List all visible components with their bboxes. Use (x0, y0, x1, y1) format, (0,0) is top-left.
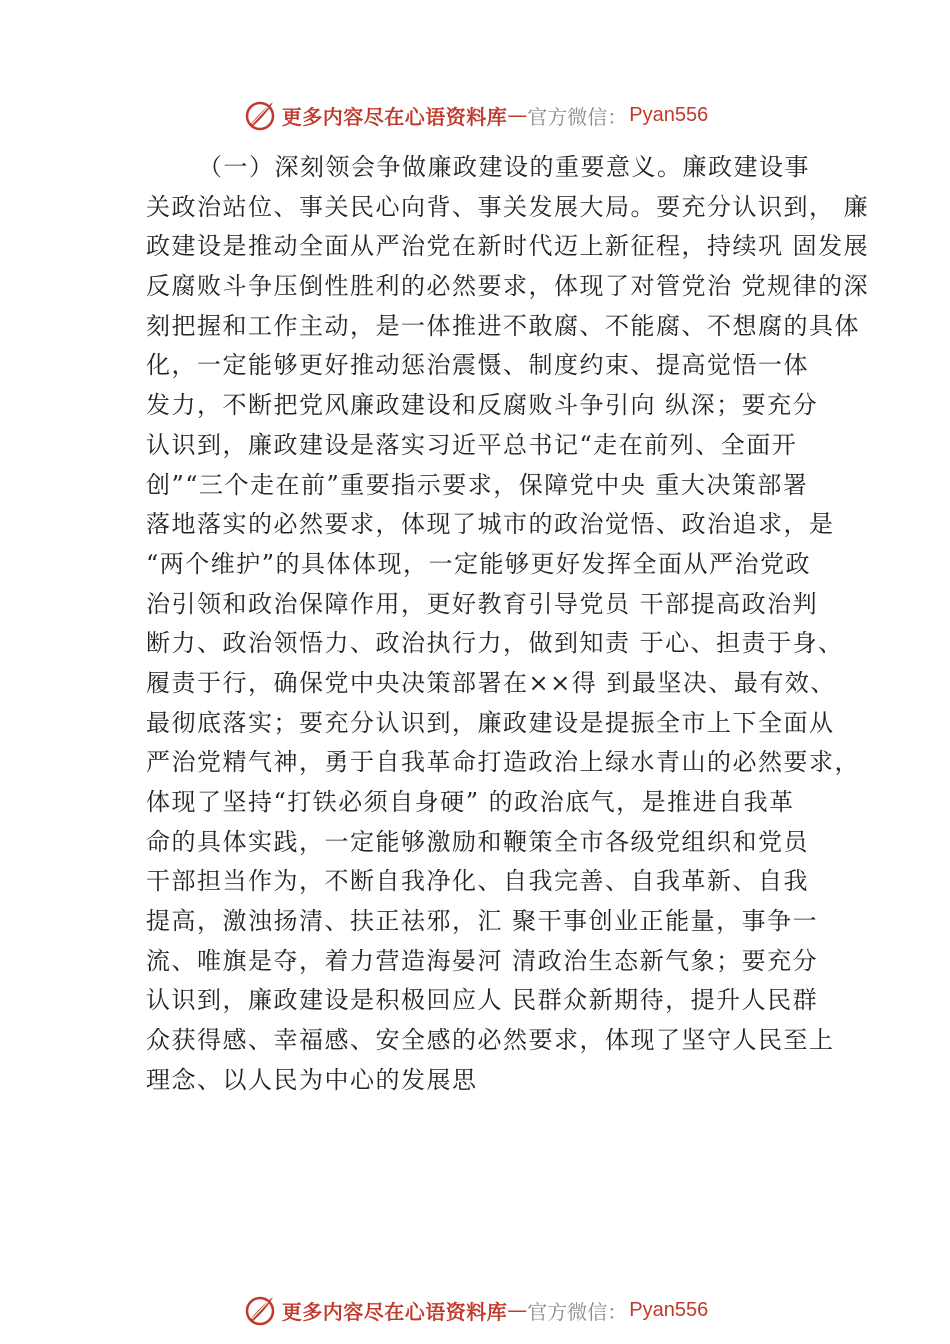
paragraph-line: 断力、政治领悟力、政治执行力，做到知责 于心、担责于身、 (146, 629, 844, 658)
paragraph-line: 创”“三个走在前”重要指示要求，保障党中央 重大决策部署 (146, 470, 809, 499)
paragraph-line: 反腐败斗争压倒性胜利的必然要求，体现了对管党治 党规律的深 (146, 272, 870, 301)
wechat-id: Pyan556 (629, 103, 709, 126)
paragraph-line: 流、唯旗是夺，着力营造海晏河 清政治生态新气象；要充分 (146, 946, 819, 975)
paragraph-line: 刻把握和工作主动，是一体推进不敢腐、不能腐、不想腐的具体 (146, 311, 860, 340)
wechat-id: Pyan556 (629, 1298, 709, 1321)
official-wechat-label: 官方微信： (527, 104, 628, 129)
paragraph-line: 认识到，廉政建设是落实习近平总书记“走在前列、全面开 (146, 430, 798, 459)
paragraph-line: 最彻底落实；要充分认识到，廉政建设是提振全市上下全面从 (146, 708, 835, 737)
header-banner (0, 95, 950, 135)
paragraph-line: 严治党精气神，勇于自我革命打造政治上绿水青山的必然要求， (146, 748, 860, 777)
paragraph-line: 提高，激浊扬清、扶正祛邪，汇 聚干事创业正能量，事争一 (146, 907, 819, 936)
paragraph-line: 发力，不断把党风廉政建设和反腐败斗争引向 纵深；要充分 (146, 391, 819, 420)
banner-separator: — (507, 103, 528, 127)
paragraph-line: 众获得感、幸福感、安全感的必然要求，体现了坚守人民至上 (146, 1026, 835, 1055)
paragraph-line: 治引领和政治保障作用，更好教育引导党员 干部提高政治判 (146, 589, 819, 618)
paragraph-line: 认识到，廉政建设是积极回应人 民群众新期待，提升人民群 (146, 986, 819, 1015)
brand-name: 更多内容尽在心语资料库 (281, 1299, 508, 1324)
quill-logo-icon (242, 1292, 278, 1328)
paragraph-line: 化，一定能够更好推动惩治震慑、制度约束、提高觉悟一体 (146, 351, 809, 380)
official-wechat-label: 官方微信： (527, 1299, 628, 1324)
paragraph-line: “两个维护”的具体体现，一定能够更好发挥全面从严治党政 (146, 549, 812, 578)
paragraph-line: （一）深刻领会争做廉政建设的重要意义。廉政建设事 (198, 153, 810, 181)
paragraph-line: 关政治站位、事关民心向背、事关发展大局。要充分认识到， 廉 (146, 192, 870, 221)
paragraph-line: 履责于行，确保党中央决策部署在××得 到最坚决、最有效、 (146, 668, 836, 697)
paragraph-line: 落地落实的必然要求，体现了城市的政治觉悟、政治追求，是 (146, 510, 835, 539)
paragraph-line: 理念、以人民为中心的发展思 (146, 1065, 478, 1094)
paragraph-line: 体现了坚持“打铁必须自身硬” 的政治底气，是推进自我革 (146, 788, 795, 816)
paragraph-line: 政建设是推动全面从严治党在新时代迈上新征程，持续巩 固发展 (146, 232, 870, 261)
paragraph-line: 干部担当作为，不断自我净化、自我完善、自我革新、自我 (146, 867, 809, 896)
document-body (146, 148, 870, 1101)
brand-name: 更多内容尽在心语资料库 (281, 104, 508, 129)
banner-separator: — (507, 1298, 528, 1322)
quill-logo-icon (242, 97, 278, 133)
footer-banner (0, 1290, 950, 1330)
paragraph-line: 命的具体实践，一定能够激励和鞭策全市各级党组织和党员 (146, 827, 809, 856)
